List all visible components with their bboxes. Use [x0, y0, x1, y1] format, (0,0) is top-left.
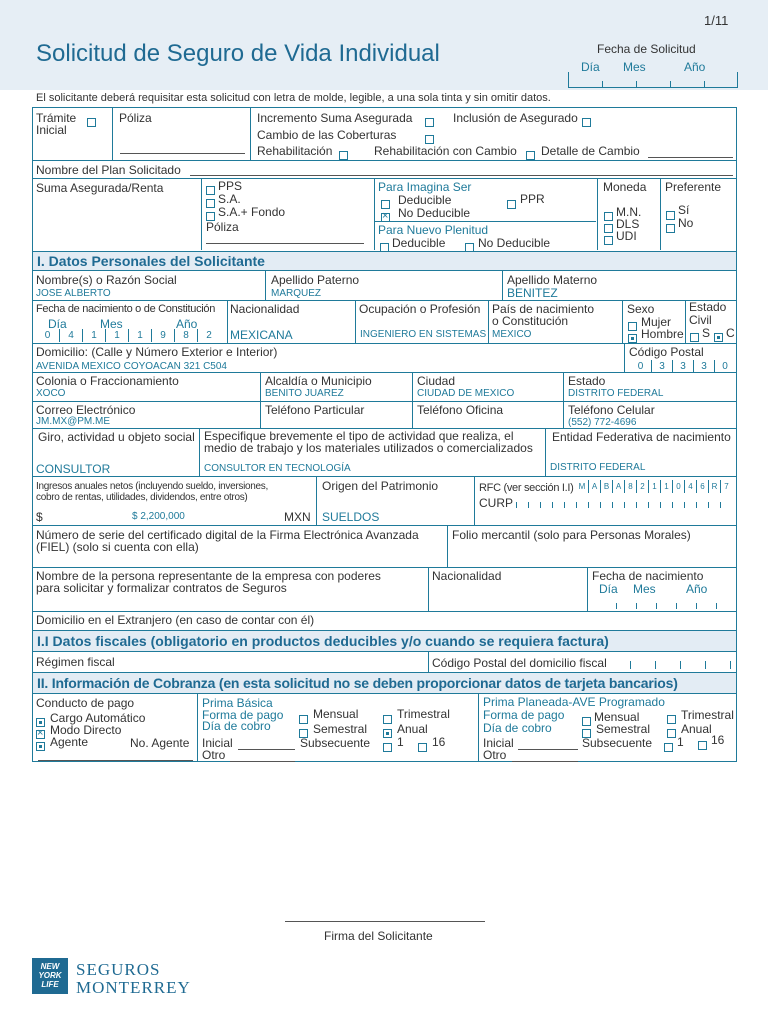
instructions: El solicitante deberá requisitar esta solicitud con letra de molde, legible, a una sola tinta y sin omitir datos. — [36, 92, 551, 104]
section-2-header: II. Información de Cobranza (en esta solicitud no se deben proporcionar datos de tarjeta bancarios) — [32, 672, 737, 694]
poliza-input-line[interactable] — [120, 153, 245, 154]
ocupacion-label: Ocupación o Profesión — [359, 302, 481, 316]
curp-box-tick — [540, 502, 541, 508]
curp-box-tick — [672, 502, 673, 508]
fecha-nac-digit: 2 — [197, 329, 220, 342]
alcaldia-value[interactable]: BENITO JUAREZ — [265, 388, 344, 399]
mujer-label: Mujer — [641, 315, 672, 329]
hombre-label: Hombre — [641, 327, 684, 341]
pp-1-checkbox[interactable] — [664, 738, 675, 756]
fecha-nac-digit: 9 — [151, 329, 174, 342]
fnac-rep-dia: Día — [599, 582, 618, 596]
firma-line[interactable] — [285, 921, 485, 922]
ingresos-dollar: $ — [36, 510, 43, 524]
fiel-label-1: Número de serie del certificado digital de la Firma Electrónica Avanzada — [36, 528, 419, 542]
ingresos-label-2: cobro de rentas, utilidades, dividendos, entre otros) — [36, 492, 248, 503]
pais-value[interactable]: MEXICO — [492, 329, 532, 340]
udi-label: UDI — [616, 229, 637, 243]
pb-mensual-label: Mensual — [313, 707, 359, 721]
fecha-solicitud-field[interactable] — [568, 72, 738, 88]
incremento-checkbox[interactable] — [425, 113, 436, 131]
tel-celular-label: Teléfono Celular — [568, 403, 655, 417]
detalle-label: Detalle de Cambio — [541, 144, 640, 158]
pp-semestral-label: Semestral — [596, 722, 651, 736]
curp-box-tick — [720, 502, 721, 508]
sa-label: S.A. — [218, 192, 241, 206]
curp-box-tick — [636, 502, 637, 508]
nombre-plan-input[interactable] — [190, 175, 733, 176]
nacionalidad-label: Nacionalidad — [230, 302, 300, 316]
estado-value[interactable]: DISTRITO FEDERAL — [568, 388, 664, 399]
pps-label: PPS — [218, 179, 243, 193]
fecha-mes: Mes — [623, 60, 646, 74]
cambio-coberturas-label: Cambio de las Coberturas — [257, 128, 397, 142]
pb-inicial-label: Inicial — [202, 736, 233, 750]
fecha-solicitud-label: Fecha de Solicitud — [597, 42, 696, 56]
rfc-char: 4 — [684, 480, 696, 493]
plenitud-no-deducible-label: No Deducible — [478, 236, 551, 250]
pb-otro-input[interactable] — [230, 761, 295, 762]
section-1-header: I. Datos Personales del Solicitante — [32, 251, 737, 271]
especifique-label-1: Especifique brevemente el tipo de actividad que realiza, el — [204, 429, 514, 443]
modo-label: Modo Directo — [50, 723, 122, 737]
domicilio-label: Domicilio: (Calle y Número Exterior e Interior) — [36, 345, 278, 359]
udi-checkbox[interactable] — [604, 231, 615, 249]
rehab-checkbox[interactable] — [339, 146, 350, 164]
imagina-no-deducible-label: No Deducible — [398, 206, 471, 220]
rehab-cambio-checkbox[interactable] — [526, 146, 537, 164]
inclusion-label: Inclusión de Asegurado — [453, 111, 578, 125]
entidad-value[interactable]: DISTRITO FEDERAL — [550, 462, 646, 473]
detalle-input-line[interactable] — [648, 157, 733, 158]
curp-box-tick — [696, 502, 697, 508]
pp-trimestral-label: Trimestral — [681, 708, 734, 722]
pp-subsecuente-label: Subsecuente — [582, 736, 653, 750]
cp-digits[interactable] — [630, 360, 736, 372]
fecha-anio: Año — [684, 60, 706, 74]
new-york-life-logo: NEW YORK LIFE — [32, 958, 68, 994]
cp-digit: 3 — [693, 360, 714, 373]
materno-label: Apellido Materno — [507, 273, 598, 287]
rfc-char: 7 — [720, 480, 732, 493]
pb-otro-label: Otro — [202, 748, 226, 762]
curp-box-tick — [648, 502, 649, 508]
brand-name-2: MONTERREY — [76, 978, 191, 997]
giro-value[interactable]: CONSULTOR — [36, 462, 111, 476]
nombre-plan-label: Nombre del Plan Solicitado — [36, 163, 181, 177]
tel-celular-value[interactable]: (552) 772-4696 — [568, 417, 637, 428]
cp-digit: 0 — [714, 360, 735, 373]
mn-label: M.N. — [616, 205, 642, 219]
estado-civil-s-label: S — [702, 326, 711, 340]
firma-label: Firma del Solicitante — [324, 929, 433, 943]
plenitud-deducible-label: Deducible — [392, 236, 446, 250]
rfc-char: A — [612, 480, 624, 493]
pp-otro-input[interactable] — [512, 761, 578, 762]
ppr-checkbox[interactable] — [507, 195, 518, 213]
regimen-label: Régimen fiscal — [36, 655, 115, 669]
curp-box-tick — [708, 502, 709, 508]
pb-subsecuente-label: Subsecuente — [300, 736, 371, 750]
paterno-label: Apellido Paterno — [271, 273, 360, 287]
rfc-char: 1 — [648, 480, 660, 493]
page-number: 1/11 — [704, 13, 729, 28]
colonia-label: Colonia o Fraccionamiento — [36, 374, 179, 388]
domicilio-value[interactable]: AVENIDA MEXICO COYOACAN 321 C504 — [36, 361, 227, 372]
ocupacion-value[interactable]: INGENIERO EN SISTEMAS — [360, 329, 487, 340]
pb-trimestral-label: Trimestral — [397, 707, 450, 721]
curp-box-tick — [576, 502, 577, 508]
ppr-label: PPR — [520, 192, 545, 206]
curp-box-tick — [600, 502, 601, 508]
no-agente-label: No. Agente — [130, 736, 190, 750]
fecha-nac-digit: 8 — [174, 329, 197, 342]
pb-1-checkbox[interactable] — [383, 738, 394, 756]
cp-fiscal-field[interactable] — [610, 659, 735, 669]
nuevo-plenitud-label: Para Nuevo Plenitud — [378, 223, 489, 237]
rfc-char: 0 — [672, 480, 684, 493]
conducto-label: Conducto de pago — [36, 696, 135, 710]
alcaldia-label: Alcaldía o Municipio — [265, 374, 372, 388]
inclusion-checkbox[interactable] — [582, 113, 593, 131]
rfc-label: RFC (ver sección I.I) — [479, 482, 574, 494]
rfc-char: A — [588, 480, 600, 493]
rfc-char: M — [578, 482, 586, 491]
brand-name-1: SEGUROS — [76, 960, 161, 979]
curp-boxes[interactable] — [516, 498, 736, 510]
pb-16-checkbox[interactable] — [418, 738, 429, 756]
curp-box-tick — [612, 502, 613, 508]
fnac-rep-mes: Mes — [633, 582, 656, 596]
pb-anual-label: Anual — [397, 722, 428, 736]
curp-box-tick — [528, 502, 529, 508]
preferente-no-checkbox[interactable] — [666, 219, 677, 237]
section-1-1-header: I.I Datos fiscales (obligatorio en productos deducibles y/o cuando se requiera factura) — [32, 630, 737, 652]
rfc-chars[interactable] — [576, 480, 736, 493]
pp-inicial-label: Inicial — [483, 736, 514, 750]
tramite-inicial-checkbox[interactable] — [87, 113, 98, 131]
curp-box-tick — [660, 502, 661, 508]
nombre-label: Nombre(s) o Razón Social — [36, 273, 177, 287]
ingresos-mxn: MXN — [284, 510, 311, 524]
estado-civil-label-1: Estado — [689, 300, 727, 314]
pb-16-label: 16 — [432, 735, 446, 749]
rfc-char: R — [708, 480, 720, 493]
page-title: Solicitud de Seguro de Vida Individual — [36, 40, 440, 67]
ingresos-value[interactable]: $ 2,200,000 — [132, 511, 185, 522]
rfc-char: 1 — [660, 480, 672, 493]
inicial-label: Inicial — [36, 123, 67, 137]
incremento-label: Incremento Suma Asegurada — [257, 111, 413, 125]
fecha-nac-digits[interactable] — [36, 329, 226, 343]
ciudad-value[interactable]: CIUDAD DE MEXICO — [417, 388, 515, 399]
pp-16-checkbox[interactable] — [698, 736, 709, 754]
pp-inicial-input[interactable] — [518, 749, 578, 750]
ciudad-label: Ciudad — [417, 374, 456, 388]
rfc-char: 6 — [696, 480, 708, 493]
no-agente-input[interactable] — [38, 760, 193, 761]
representante-label-2: para solicitar y formalizar contratos de Seguros — [36, 581, 287, 595]
fecha-nac-digit: 4 — [59, 329, 82, 342]
pais-label-1: País de nacimiento — [492, 302, 595, 316]
correo-label: Correo Electrónico — [36, 403, 136, 417]
fecha-nac-digit: 0 — [44, 330, 51, 341]
plan-poliza-label: Póliza — [206, 220, 239, 234]
folio-label: Folio mercantil (solo para Personas Morales) — [452, 528, 691, 542]
fiel-label-2: (FIEL) (solo si cuenta con ella) — [36, 540, 199, 554]
curp-box-tick — [684, 502, 685, 508]
preferente-label: Preferente — [665, 180, 722, 194]
pp-anual-label: Anual — [681, 722, 712, 736]
pp-1-label: 1 — [677, 735, 684, 749]
fecha-nac-label: Fecha de nacimiento o de Constitución — [36, 303, 216, 315]
curp-box-tick — [624, 502, 625, 508]
origen-label: Origen del Patrimonio — [322, 479, 439, 493]
rehab-label: Rehabilitación — [257, 144, 333, 158]
nacionalidad-rep-label: Nacionalidad — [432, 569, 502, 583]
dls-label: DLS — [616, 217, 640, 231]
tel-particular-label: Teléfono Particular — [265, 403, 365, 417]
curp-box-tick — [516, 502, 517, 508]
imagina-label: Para Imagina Ser — [378, 180, 472, 194]
especifique-label-2: medio de trabajo y los materiales utilizados o comercializados — [204, 441, 533, 455]
agente-checkbox[interactable] — [36, 737, 47, 755]
curp-box-tick — [588, 502, 589, 508]
fecha-nac-anio: Año — [176, 317, 198, 331]
materno-value[interactable]: BENITEZ — [507, 286, 558, 300]
suma-label: Suma Asegurada/Renta — [36, 181, 164, 195]
tel-oficina-label: Teléfono Oficina — [417, 403, 504, 417]
cargo-label: Cargo Automático — [50, 711, 146, 725]
cp-fiscal-label: Código Postal del domicilio fiscal — [432, 656, 607, 670]
nacionalidad-value[interactable]: MEXICANA — [230, 328, 293, 342]
colonia-value[interactable]: XOCO — [36, 388, 66, 399]
pp-otro-label: Otro — [483, 748, 507, 762]
pp-16-label: 16 — [711, 733, 725, 747]
imagina-deducible-label: Deducible — [398, 193, 452, 207]
fecha-nac-digit: 1 — [82, 329, 105, 342]
pp-forma-pago-label: Forma de pago — [483, 708, 565, 722]
rfc-char: 2 — [636, 480, 648, 493]
ingresos-label-1: Ingresos anuales netos (incluyendo sueldo, inversiones, — [36, 481, 268, 492]
moneda-label: Moneda — [603, 180, 647, 194]
dom-extranjero-label: Domicilio en el Extranjero (en caso de contar con él) — [36, 613, 315, 627]
rfc-char: B — [600, 480, 612, 493]
fecha-nac-digit: 1 — [128, 329, 151, 342]
nombre-value[interactable]: JOSE ALBERTO — [36, 288, 111, 299]
estado-civil-c-label: C — [726, 326, 735, 340]
pais-label-2: o Constitución — [492, 314, 569, 328]
fecha-dia: Día — [581, 60, 600, 74]
prima-basica-label: Prima Básica — [202, 696, 273, 710]
fecha-nac-digit: 1 — [105, 329, 128, 342]
rfc-char: 8 — [624, 480, 636, 493]
pb-1-label: 1 — [397, 735, 404, 749]
representante-label-1: Nombre de la persona representante de la empresa con poderes — [36, 569, 381, 583]
entidad-label: Entidad Federativa de nacimiento — [552, 430, 731, 444]
pb-dia-cobro-label: Día de cobro — [202, 719, 271, 733]
cp-digit: 3 — [651, 360, 672, 373]
cp-digit: 0 — [637, 361, 644, 372]
poliza-label: Póliza — [119, 111, 152, 125]
pb-semestral-label: Semestral — [313, 722, 368, 736]
correo-value[interactable]: JM.MX@PM.ME — [36, 416, 111, 427]
prima-planeada-label: Prima Planeada-AVE Programado — [483, 695, 665, 709]
estado-civil-label-2: Civil — [689, 313, 712, 327]
fecha-nac-mes: Mes — [100, 317, 123, 331]
pp-dia-cobro-label: Día de cobro — [483, 721, 552, 735]
plan-poliza-input[interactable] — [206, 243, 364, 244]
preferente-si-label: Sí — [678, 203, 690, 217]
rehab-cambio-label: Rehabilitación con Cambio — [374, 144, 517, 158]
pp-mensual-label: Mensual — [594, 710, 640, 724]
especifique-value[interactable]: CONSULTOR EN TECNOLOGÍA — [204, 463, 351, 474]
sexo-label: Sexo — [627, 302, 655, 316]
estado-label: Estado — [568, 374, 606, 388]
fnac-rep-anio: Año — [686, 582, 708, 596]
fnac-rep-field[interactable] — [596, 597, 736, 609]
cp-digit: 3 — [672, 360, 693, 373]
tramite-label: Trámite — [36, 111, 77, 125]
fnac-rep-label: Fecha de nacimiento — [592, 569, 704, 583]
cp-label: Código Postal — [629, 345, 704, 359]
agente-label: Agente — [50, 735, 89, 749]
fecha-nac-dia: Día — [48, 317, 67, 331]
preferente-no-label: No — [678, 216, 694, 230]
pb-inicial-input[interactable] — [238, 749, 295, 750]
curp-box-tick — [564, 502, 565, 508]
sa-fondo-label: S.A.+ Fondo — [218, 205, 286, 219]
origen-value[interactable]: SUELDOS — [322, 510, 380, 524]
paterno-value[interactable]: MARQUEZ — [271, 288, 321, 299]
giro-label: Giro, actividad u objeto social — [38, 430, 195, 444]
pb-forma-pago-label: Forma de pago — [202, 708, 284, 722]
curp-box-tick — [552, 502, 553, 508]
curp-label: CURP — [479, 496, 514, 510]
